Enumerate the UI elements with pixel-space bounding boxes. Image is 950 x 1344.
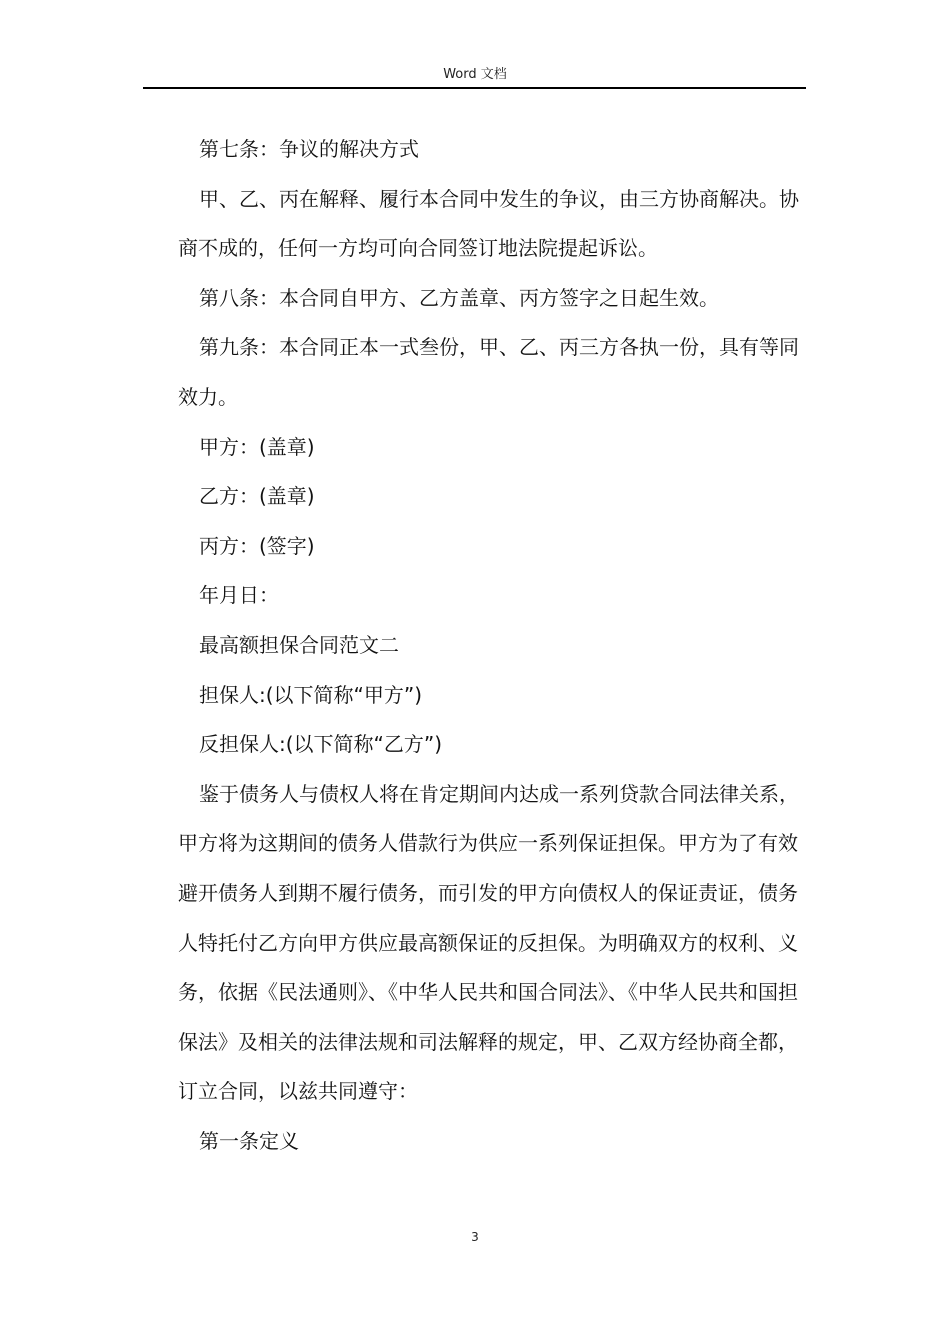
date-line: 年月日：: [199, 583, 279, 608]
article-1-heading: 第一条定义: [199, 1128, 299, 1153]
clause-9: 第九条：本合同正本一式叁份，甲、乙、丙三方各执一份，具有等同效力。: [178, 335, 799, 409]
party-b-signature-line: 乙方：(盖章): [199, 484, 315, 509]
guarantor-line: 担保人:(以下简称“甲方”): [199, 682, 423, 707]
page-number: 3: [471, 1230, 479, 1244]
recital-paragraph: 鉴于债务人与债权人将在肯定期间内达成一系列贷款合同法律关系，甲方将为这期间的债务人借款行为供应一系列保证担保。甲方为了有效避开债务人到期不履行债务，而引发的甲方向债权人的保证责证，债务人特托付乙方向甲方供应最高额保证的反担保。为明确双方的权利、义务，依据《民法通则》、《中华人民共和国合同法》、《中华人民共和国担保法》及相关的法律法规和司法解释的规定，甲、乙双方经协商全都，订立合同，以兹共同遵守：: [178, 781, 799, 1104]
clause-7-heading: 第七条：争议的解决方式: [199, 137, 419, 161]
clause-7-body: 甲、乙、丙在解释、履行本合同中发生的争议，由三方协商解决。协商不成的，任何一方均可向合同签订地法院提起诉讼。: [178, 186, 799, 261]
section-title: 最高额担保合同范文二: [199, 632, 399, 657]
document-header-title: Word 文档: [443, 67, 507, 82]
party-a-signature-line: 甲方：(盖章): [199, 434, 315, 459]
clause-8: 第八条：本合同自甲方、乙方盖章、丙方签字之日起生效。: [199, 285, 719, 310]
document-body: [178, 125, 808, 1166]
header-divider: [143, 87, 806, 89]
party-c-signature-line: 丙方：(签字): [199, 533, 315, 558]
counter-guarantor-line: 反担保人:(以下简称“乙方”): [199, 732, 443, 757]
